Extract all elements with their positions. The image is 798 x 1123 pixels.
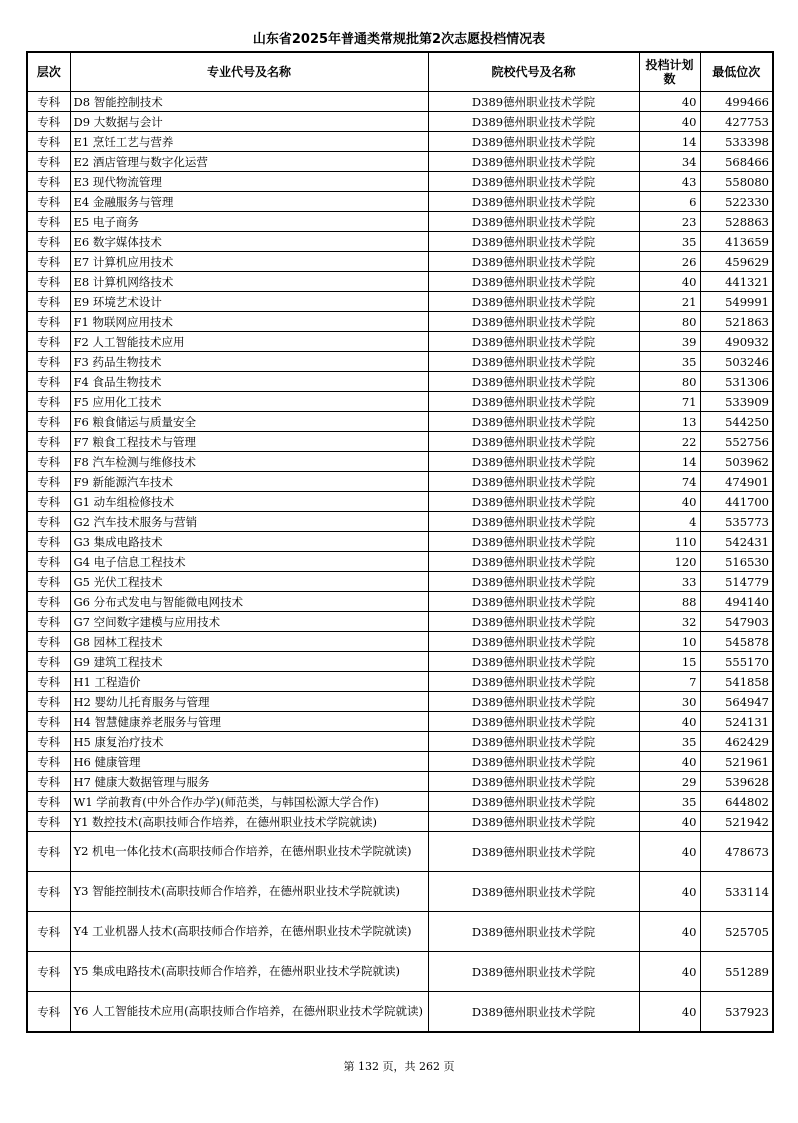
cell-plan: 71 <box>639 392 700 412</box>
cell-plan: 40 <box>639 872 700 912</box>
cell-school: D389德州职业技术学院 <box>428 432 639 452</box>
cell-rank: 441321 <box>700 272 773 292</box>
cell-rank: 542431 <box>700 532 773 552</box>
cell-school: D389德州职业技术学院 <box>428 372 639 392</box>
cell-level: 专科 <box>27 672 70 692</box>
cell-rank: 533398 <box>700 132 773 152</box>
cell-plan: 40 <box>639 272 700 292</box>
table-row <box>27 912 773 952</box>
table-row <box>27 712 773 732</box>
cell-plan: 40 <box>639 92 700 112</box>
cell-level: 专科 <box>27 332 70 352</box>
cell-plan: 39 <box>639 332 700 352</box>
cell-level: 专科 <box>27 912 70 952</box>
cell-rank: 413659 <box>700 232 773 252</box>
cell-major: E6 数字媒体技术 <box>70 232 428 252</box>
cell-major: E5 电子商务 <box>70 212 428 232</box>
cell-level: 专科 <box>27 472 70 492</box>
table-row <box>27 812 773 832</box>
cell-school: D389德州职业技术学院 <box>428 712 639 732</box>
cell-school: D389德州职业技术学院 <box>428 672 639 692</box>
cell-plan: 14 <box>639 452 700 472</box>
cell-rank: 568466 <box>700 152 773 172</box>
cell-level: 专科 <box>27 772 70 792</box>
cell-level: 专科 <box>27 452 70 472</box>
cell-major: Y4 工业机器人技术(高职技师合作培养，在德州职业技术学院就读) <box>70 912 428 952</box>
cell-rank: 516530 <box>700 552 773 572</box>
cell-school: D389德州职业技术学院 <box>428 492 639 512</box>
table-row <box>27 132 773 152</box>
cell-plan: 10 <box>639 632 700 652</box>
header-school: 院校代号及名称 <box>428 52 639 92</box>
cell-major: G3 集成电路技术 <box>70 532 428 552</box>
cell-major: E1 烹饪工艺与营养 <box>70 132 428 152</box>
cell-level: 专科 <box>27 732 70 752</box>
cell-school: D389德州职业技术学院 <box>428 332 639 352</box>
cell-school: D389德州职业技术学院 <box>428 552 639 572</box>
table-row <box>27 112 773 132</box>
cell-plan: 15 <box>639 652 700 672</box>
cell-school: D389德州职业技术学院 <box>428 732 639 752</box>
cell-level: 专科 <box>27 192 70 212</box>
table-row <box>27 692 773 712</box>
cell-major: G6 分布式发电与智能微电网技术 <box>70 592 428 612</box>
cell-school: D389德州职业技术学院 <box>428 452 639 472</box>
cell-major: E8 计算机网络技术 <box>70 272 428 292</box>
cell-major: D9 大数据与会计 <box>70 112 428 132</box>
cell-school: D389德州职业技术学院 <box>428 172 639 192</box>
cell-plan: 22 <box>639 432 700 452</box>
cell-plan: 40 <box>639 112 700 132</box>
cell-rank: 537923 <box>700 992 773 1033</box>
cell-school: D389德州职业技术学院 <box>428 652 639 672</box>
cell-rank: 459629 <box>700 252 773 272</box>
table-row <box>27 992 773 1033</box>
cell-major: Y2 机电一体化技术(高职技师合作培养，在德州职业技术学院就读) <box>70 832 428 872</box>
cell-plan: 40 <box>639 952 700 992</box>
cell-rank: 503962 <box>700 452 773 472</box>
cell-plan: 35 <box>639 792 700 812</box>
cell-school: D389德州职业技术学院 <box>428 352 639 372</box>
cell-level: 专科 <box>27 812 70 832</box>
cell-school: D389德州职业技术学院 <box>428 752 639 772</box>
cell-school: D389德州职业技术学院 <box>428 512 639 532</box>
cell-school: D389德州职业技术学院 <box>428 132 639 152</box>
table-row <box>27 952 773 992</box>
cell-school: D389德州职业技术学院 <box>428 912 639 952</box>
cell-rank: 528863 <box>700 212 773 232</box>
cell-plan: 110 <box>639 532 700 552</box>
table-row <box>27 792 773 812</box>
cell-major: F3 药品生物技术 <box>70 352 428 372</box>
cell-plan: 74 <box>639 472 700 492</box>
table-body <box>27 92 773 1033</box>
cell-major: H1 工程造价 <box>70 672 428 692</box>
table-row <box>27 212 773 232</box>
cell-level: 专科 <box>27 832 70 872</box>
table-row <box>27 652 773 672</box>
cell-rank: 533909 <box>700 392 773 412</box>
cell-plan: 7 <box>639 672 700 692</box>
cell-major: E3 现代物流管理 <box>70 172 428 192</box>
cell-school: D389德州职业技术学院 <box>428 592 639 612</box>
cell-school: D389德州职业技术学院 <box>428 792 639 812</box>
cell-school: D389德州职业技术学院 <box>428 92 639 112</box>
cell-rank: 558080 <box>700 172 773 192</box>
table-row <box>27 272 773 292</box>
cell-school: D389德州职业技术学院 <box>428 272 639 292</box>
cell-rank: 478673 <box>700 832 773 872</box>
cell-plan: 40 <box>639 752 700 772</box>
cell-major: F5 应用化工技术 <box>70 392 428 412</box>
cell-major: H5 康复治疗技术 <box>70 732 428 752</box>
cell-level: 专科 <box>27 752 70 772</box>
cell-plan: 80 <box>639 372 700 392</box>
cell-major: Y1 数控技术(高职技师合作培养，在德州职业技术学院就读) <box>70 812 428 832</box>
cell-rank: 521961 <box>700 752 773 772</box>
header-row <box>27 52 773 92</box>
cell-school: D389德州职业技术学院 <box>428 312 639 332</box>
cell-level: 专科 <box>27 612 70 632</box>
cell-major: H2 婴幼儿托育服务与管理 <box>70 692 428 712</box>
table-row <box>27 252 773 272</box>
cell-level: 专科 <box>27 352 70 372</box>
table-row <box>27 472 773 492</box>
cell-rank: 474901 <box>700 472 773 492</box>
cell-plan: 40 <box>639 492 700 512</box>
cell-level: 专科 <box>27 152 70 172</box>
header-rank: 最低位次 <box>700 52 773 92</box>
cell-rank: 551289 <box>700 952 773 992</box>
cell-level: 专科 <box>27 132 70 152</box>
table-row <box>27 672 773 692</box>
cell-level: 专科 <box>27 652 70 672</box>
cell-plan: 40 <box>639 812 700 832</box>
cell-rank: 522330 <box>700 192 773 212</box>
cell-school: D389德州职业技术学院 <box>428 992 639 1033</box>
table-row <box>27 352 773 372</box>
table-row <box>27 872 773 912</box>
cell-rank: 521942 <box>700 812 773 832</box>
table-row <box>27 732 773 752</box>
page-title: 山东省2025年普通类常规批第2次志愿投档情况表 <box>252 32 546 47</box>
cell-level: 专科 <box>27 992 70 1033</box>
cell-major: Y3 智能控制技术(高职技师合作培养，在德州职业技术学院就读) <box>70 872 428 912</box>
cell-rank: 521863 <box>700 312 773 332</box>
cell-level: 专科 <box>27 512 70 532</box>
cell-plan: 6 <box>639 192 700 212</box>
cell-plan: 34 <box>639 152 700 172</box>
cell-rank: 644802 <box>700 792 773 812</box>
cell-plan: 35 <box>639 232 700 252</box>
cell-major: H4 智慧健康养老服务与管理 <box>70 712 428 732</box>
cell-major: G7 空间数字建模与应用技术 <box>70 612 428 632</box>
header-major: 专业代号及名称 <box>70 52 428 92</box>
cell-major: H7 健康大数据管理与服务 <box>70 772 428 792</box>
cell-school: D389德州职业技术学院 <box>428 872 639 912</box>
cell-level: 专科 <box>27 292 70 312</box>
cell-level: 专科 <box>27 252 70 272</box>
table-row <box>27 312 773 332</box>
cell-plan: 30 <box>639 692 700 712</box>
cell-rank: 503246 <box>700 352 773 372</box>
cell-rank: 533114 <box>700 872 773 912</box>
header-level: 层次 <box>27 52 70 92</box>
cell-level: 专科 <box>27 312 70 332</box>
cell-school: D389德州职业技术学院 <box>428 612 639 632</box>
cell-rank: 525705 <box>700 912 773 952</box>
header-plan: 投档计划数 <box>639 52 700 92</box>
cell-major: G2 汽车技术服务与营销 <box>70 512 428 532</box>
cell-major: G4 电子信息工程技术 <box>70 552 428 572</box>
table-row <box>27 452 773 472</box>
cell-plan: 40 <box>639 832 700 872</box>
page-footer: 第 132 页，共 262 页 <box>343 1060 455 1073</box>
cell-plan: 23 <box>639 212 700 232</box>
cell-rank: 441700 <box>700 492 773 512</box>
cell-level: 专科 <box>27 272 70 292</box>
cell-school: D389德州职业技术学院 <box>428 392 639 412</box>
cell-major: H6 健康管理 <box>70 752 428 772</box>
cell-major: F9 新能源汽车技术 <box>70 472 428 492</box>
cell-level: 专科 <box>27 552 70 572</box>
cell-level: 专科 <box>27 432 70 452</box>
cell-level: 专科 <box>27 412 70 432</box>
cell-school: D389德州职业技术学院 <box>428 812 639 832</box>
cell-school: D389德州职业技术学院 <box>428 772 639 792</box>
cell-level: 专科 <box>27 692 70 712</box>
cell-school: D389德州职业技术学院 <box>428 632 639 652</box>
table-row <box>27 772 773 792</box>
cell-plan: 40 <box>639 712 700 732</box>
cell-plan: 4 <box>639 512 700 532</box>
table-row <box>27 332 773 352</box>
cell-rank: 531306 <box>700 372 773 392</box>
cell-school: D389德州职业技术学院 <box>428 952 639 992</box>
cell-rank: 541858 <box>700 672 773 692</box>
cell-major: Y6 人工智能技术应用(高职技师合作培养，在德州职业技术学院就读) <box>70 992 428 1033</box>
cell-level: 专科 <box>27 212 70 232</box>
table-row <box>27 532 773 552</box>
cell-plan: 26 <box>639 252 700 272</box>
cell-level: 专科 <box>27 532 70 552</box>
table-row <box>27 192 773 212</box>
cell-school: D389德州职业技术学院 <box>428 532 639 552</box>
cell-rank: 499466 <box>700 92 773 112</box>
cell-school: D389德州职业技术学院 <box>428 232 639 252</box>
cell-rank: 564947 <box>700 692 773 712</box>
cell-major: G5 光伏工程技术 <box>70 572 428 592</box>
cell-level: 专科 <box>27 92 70 112</box>
cell-school: D389德州职业技术学院 <box>428 572 639 592</box>
cell-school: D389德州职业技术学院 <box>428 192 639 212</box>
table-row <box>27 552 773 572</box>
cell-school: D389德州职业技术学院 <box>428 472 639 492</box>
table-row <box>27 92 773 112</box>
admission-table <box>26 51 774 1033</box>
cell-school: D389德州职业技术学院 <box>428 692 639 712</box>
cell-major: E9 环境艺术设计 <box>70 292 428 312</box>
cell-major: Y5 集成电路技术(高职技师合作培养，在德州职业技术学院就读) <box>70 952 428 992</box>
cell-major: F2 人工智能技术应用 <box>70 332 428 352</box>
table-row <box>27 752 773 772</box>
cell-level: 专科 <box>27 372 70 392</box>
cell-level: 专科 <box>27 792 70 812</box>
table-row <box>27 592 773 612</box>
cell-school: D389德州职业技术学院 <box>428 412 639 432</box>
cell-rank: 490932 <box>700 332 773 352</box>
cell-plan: 21 <box>639 292 700 312</box>
cell-school: D389德州职业技术学院 <box>428 252 639 272</box>
cell-major: F8 汽车检测与维修技术 <box>70 452 428 472</box>
cell-level: 专科 <box>27 952 70 992</box>
cell-major: G1 动车组检修技术 <box>70 492 428 512</box>
cell-plan: 40 <box>639 912 700 952</box>
cell-major: E7 计算机应用技术 <box>70 252 428 272</box>
cell-major: F4 食品生物技术 <box>70 372 428 392</box>
table-row <box>27 832 773 872</box>
cell-school: D389德州职业技术学院 <box>428 832 639 872</box>
table-row <box>27 152 773 172</box>
cell-plan: 120 <box>639 552 700 572</box>
table-row <box>27 632 773 652</box>
cell-plan: 40 <box>639 992 700 1033</box>
table-row <box>27 572 773 592</box>
cell-level: 专科 <box>27 632 70 652</box>
table-row <box>27 292 773 312</box>
table-row <box>27 512 773 532</box>
cell-level: 专科 <box>27 592 70 612</box>
cell-plan: 33 <box>639 572 700 592</box>
cell-major: E4 金融服务与管理 <box>70 192 428 212</box>
table-row <box>27 172 773 192</box>
cell-rank: 462429 <box>700 732 773 752</box>
cell-major: F7 粮食工程技术与管理 <box>70 432 428 452</box>
cell-level: 专科 <box>27 232 70 252</box>
cell-rank: 547903 <box>700 612 773 632</box>
cell-major: G8 园林工程技术 <box>70 632 428 652</box>
cell-level: 专科 <box>27 712 70 732</box>
cell-school: D389德州职业技术学院 <box>428 112 639 132</box>
cell-plan: 43 <box>639 172 700 192</box>
cell-plan: 35 <box>639 352 700 372</box>
cell-level: 专科 <box>27 872 70 912</box>
cell-level: 专科 <box>27 492 70 512</box>
cell-major: F1 物联网应用技术 <box>70 312 428 332</box>
table-row <box>27 492 773 512</box>
cell-rank: 514779 <box>700 572 773 592</box>
cell-plan: 88 <box>639 592 700 612</box>
cell-rank: 545878 <box>700 632 773 652</box>
cell-rank: 549991 <box>700 292 773 312</box>
cell-school: D389德州职业技术学院 <box>428 292 639 312</box>
table-row <box>27 392 773 412</box>
cell-rank: 544250 <box>700 412 773 432</box>
table-row <box>27 432 773 452</box>
table-row <box>27 372 773 392</box>
cell-plan: 14 <box>639 132 700 152</box>
cell-rank: 535773 <box>700 512 773 532</box>
cell-plan: 13 <box>639 412 700 432</box>
cell-rank: 524131 <box>700 712 773 732</box>
cell-plan: 29 <box>639 772 700 792</box>
cell-major: F6 粮食储运与质量安全 <box>70 412 428 432</box>
cell-rank: 552756 <box>700 432 773 452</box>
cell-major: G9 建筑工程技术 <box>70 652 428 672</box>
cell-plan: 32 <box>639 612 700 632</box>
cell-school: D389德州职业技术学院 <box>428 212 639 232</box>
cell-major: E2 酒店管理与数字化运营 <box>70 152 428 172</box>
cell-school: D389德州职业技术学院 <box>428 152 639 172</box>
cell-level: 专科 <box>27 392 70 412</box>
cell-level: 专科 <box>27 572 70 592</box>
cell-rank: 539628 <box>700 772 773 792</box>
cell-rank: 555170 <box>700 652 773 672</box>
cell-rank: 494140 <box>700 592 773 612</box>
cell-plan: 35 <box>639 732 700 752</box>
cell-major: D8 智能控制技术 <box>70 92 428 112</box>
cell-level: 专科 <box>27 112 70 132</box>
cell-plan: 80 <box>639 312 700 332</box>
cell-major: W1 学前教育(中外合作办学)(师范类，与韩国松源大学合作) <box>70 792 428 812</box>
table-row <box>27 612 773 632</box>
table-row <box>27 412 773 432</box>
cell-level: 专科 <box>27 172 70 192</box>
table-row <box>27 232 773 252</box>
cell-rank: 427753 <box>700 112 773 132</box>
